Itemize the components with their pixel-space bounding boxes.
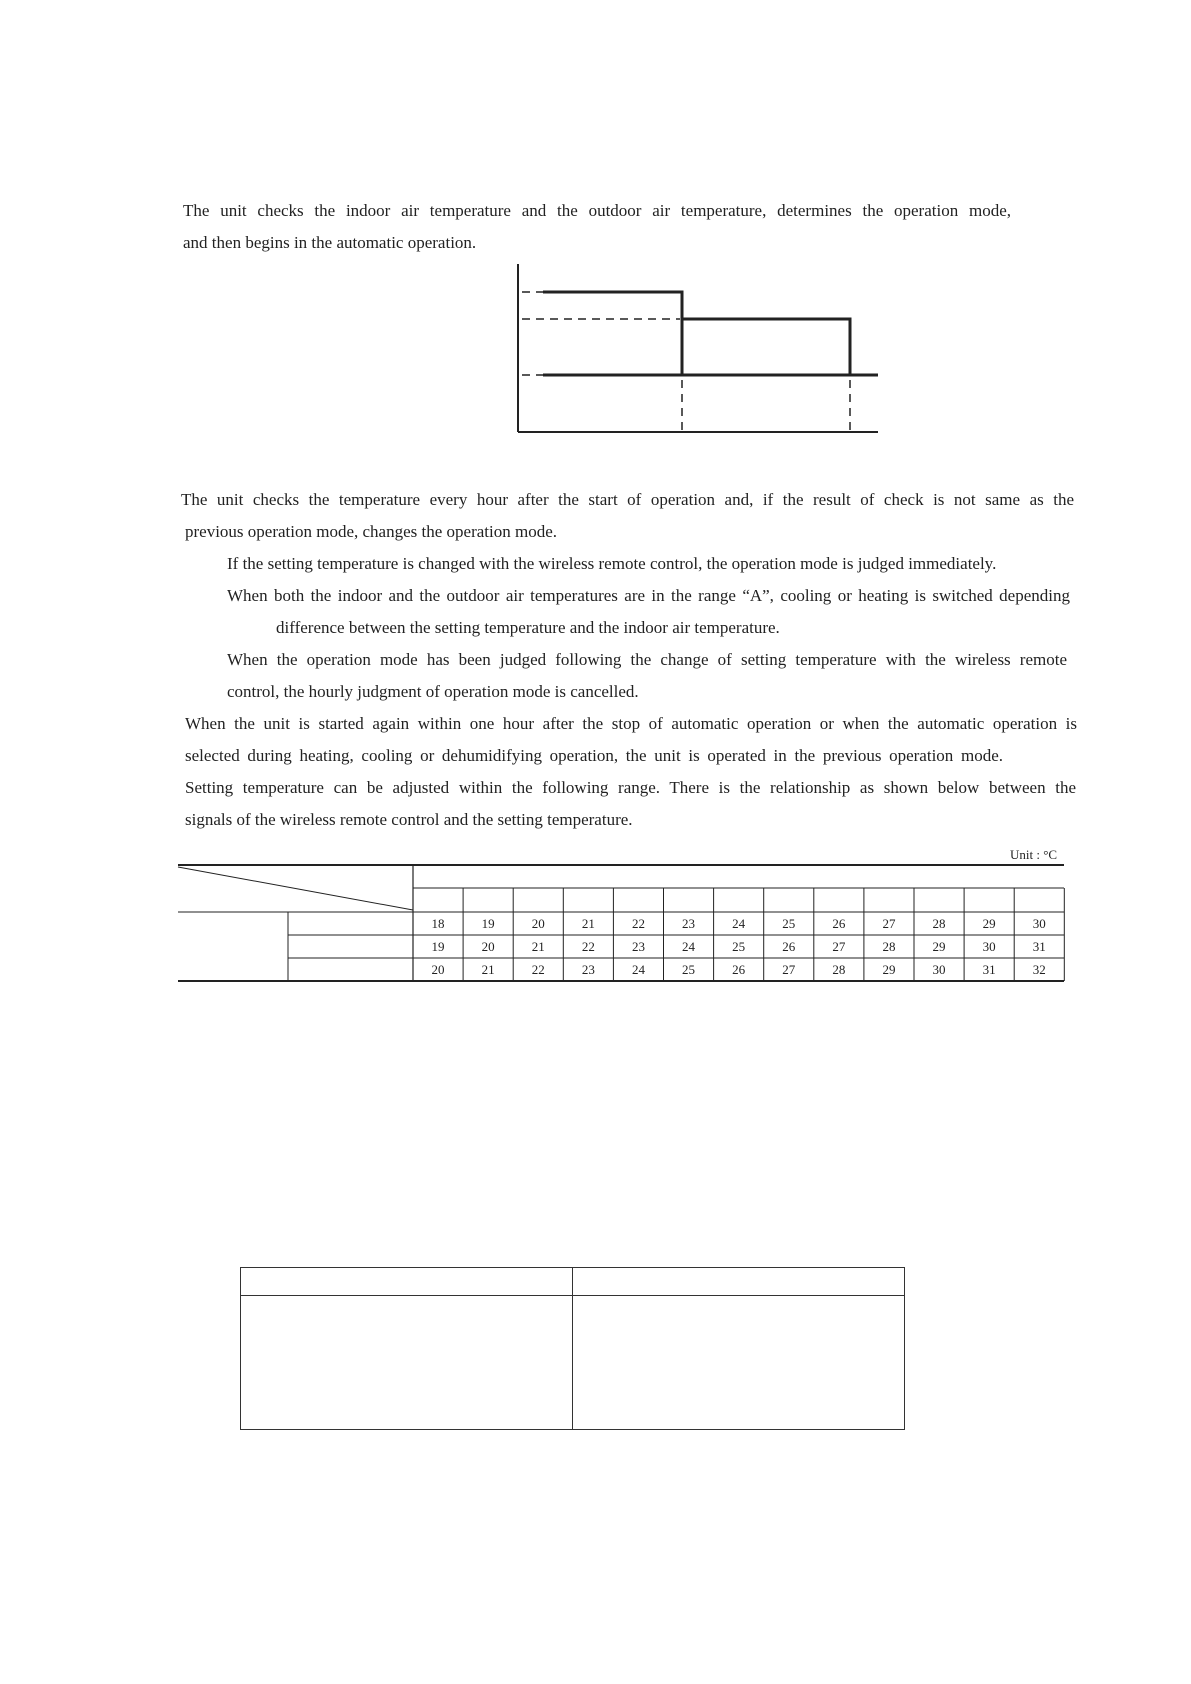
table-cell: 20 — [481, 939, 495, 954]
intro-line-2: and then begins in the automatic operation. — [183, 233, 477, 252]
table-cell: 27 — [832, 939, 846, 954]
table-cell: 19 — [431, 939, 445, 954]
table-cell: 29 — [982, 916, 996, 931]
intro-line-1: The unit checks the indoor air temperature and the outdoor air temperature, determines the operation mode, — [183, 201, 1011, 220]
table-cell: 24 — [631, 962, 645, 977]
table-cell: 20 — [431, 962, 445, 977]
table-cell: 25 — [732, 939, 746, 954]
table-cell: 27 — [782, 962, 796, 977]
para-5-line-2: selected during heating, cooling or dehumidifying operation, the unit is operated in the previous operation mode. — [185, 746, 1003, 765]
bottom-table — [240, 1267, 905, 1430]
para-1-line-2: previous operation mode, changes the operation mode. — [185, 522, 557, 541]
table-cell: 26 — [732, 962, 746, 977]
table-cell: 23 — [682, 916, 696, 931]
table-cell: 28 — [932, 916, 946, 931]
table-cell: 29 — [882, 962, 896, 977]
table-cell: 22 — [531, 962, 545, 977]
bottom-table-header-cell-2 — [573, 1268, 905, 1296]
table-cell: 22 — [631, 916, 645, 931]
para-3-line-1: When both the indoor and the outdoor air temperatures are in the range “A”, cooling or heating is switched depending — [227, 586, 1070, 605]
table-cell: 23 — [631, 939, 645, 954]
table-cell: 25 — [782, 916, 796, 931]
bottom-table-body-cell-2 — [573, 1296, 905, 1430]
para-3-line-2: difference between the setting temperature and the indoor air temperature. — [276, 618, 780, 637]
table-cell: 28 — [832, 962, 846, 977]
table-cell: 26 — [782, 939, 796, 954]
table-cell: 19 — [481, 916, 495, 931]
table-cell: 30 — [982, 939, 996, 954]
table-cell: 23 — [581, 962, 595, 977]
table-cell: 26 — [832, 916, 846, 931]
table-cell: 21 — [581, 916, 595, 931]
para-4-line-1: When the operation mode has been judged following the change of setting temperature with the wireless remote — [227, 650, 1067, 669]
para-6-line-1: Setting temperature can be adjusted within the following range. There is the relationship as shown below between the — [185, 778, 1076, 797]
bottom-table-header-cell-1 — [241, 1268, 573, 1296]
table-cell: 20 — [531, 916, 545, 931]
table-cell: 32 — [1032, 962, 1046, 977]
unit-label: Unit : °C — [1010, 847, 1058, 862]
table-cell: 21 — [531, 939, 545, 954]
para-1-line-1: The unit checks the temperature every hour after the start of operation and, if the result of check is not same as the — [181, 490, 1074, 509]
table-cell: 30 — [932, 962, 946, 977]
table-cell: 24 — [732, 916, 746, 931]
table-cell: 21 — [481, 962, 495, 977]
table-cell: 24 — [682, 939, 696, 954]
para-4-line-2: control, the hourly judgment of operation mode is cancelled. — [227, 682, 639, 701]
table-cell: 29 — [932, 939, 946, 954]
bottom-table-body-cell-1 — [241, 1296, 573, 1430]
table-cell: 28 — [882, 939, 896, 954]
table-cell: 31 — [982, 962, 996, 977]
table-diagonal — [178, 867, 413, 910]
table-cell: 18 — [431, 916, 445, 931]
para-5-line-1: When the unit is started again within one hour after the stop of automatic operation or when the automatic operation is — [185, 714, 1077, 733]
bottom-table-body-row — [241, 1296, 905, 1430]
bottom-table-header-row — [241, 1268, 905, 1296]
para-6-line-2: signals of the wireless remote control and the setting temperature. — [185, 810, 633, 829]
table-cell: 22 — [581, 939, 595, 954]
table-cell: 25 — [682, 962, 696, 977]
table-cell: 31 — [1032, 939, 1046, 954]
table-cell: 27 — [882, 916, 896, 931]
table-cell: 30 — [1032, 916, 1046, 931]
para-2: If the setting temperature is changed with the wireless remote control, the operation mode is judged immediately. — [227, 554, 997, 573]
